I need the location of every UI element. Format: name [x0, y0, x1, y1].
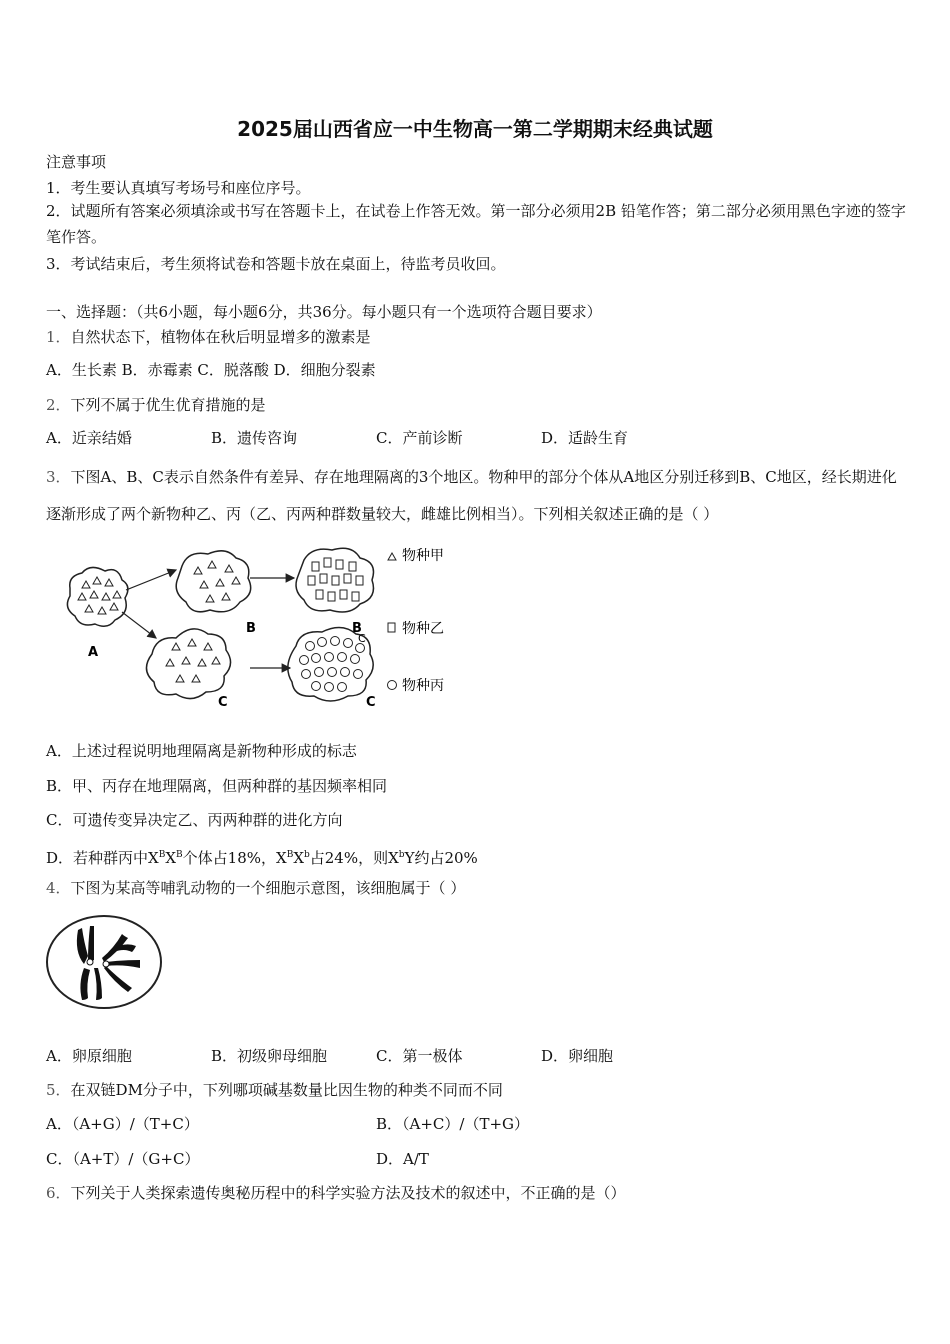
option-a: A．近亲结婚: [46, 429, 132, 447]
question-stem: 自然状态下，植物体在秋后明显增多的激素是: [70, 328, 371, 346]
question-5: [46, 1080, 503, 1100]
question-number: 3．: [46, 468, 71, 486]
option-c: C．（A+T）/（G+C）: [46, 1150, 200, 1168]
label-c2: C: [366, 695, 376, 710]
question-number: 6．: [46, 1184, 71, 1202]
region-b1-species: [194, 561, 240, 602]
question-5-options-row-1: [46, 1114, 706, 1134]
legend-square-icon: [388, 623, 395, 632]
question-3-option-d: D．若种群丙中$X^BX^B$个体占18%，$X^BX^b$占24%，则$X^bY$约占20%: [46, 849, 478, 867]
legend-triangle-icon: [388, 553, 396, 560]
question-stem: 下列关于人类探索遗传奥秘历程中的科学实验方法及技术的叙述中，不正确的是（）: [70, 1184, 626, 1202]
question-3-option-a: A．上述过程说明地理隔离是新物种形成的标志: [46, 742, 357, 760]
question-3-option-b: B．甲、丙存在地理隔离，但两种群的基因频率相同: [46, 777, 388, 795]
question-1-options: A．生长素 B．赤霉素 C．脱落酸 D．细胞分裂素: [46, 361, 376, 379]
question-stem: 下图为某高等哺乳动物的一个细胞示意图，该细胞属于（ ）: [70, 879, 466, 897]
question-number: 4．: [46, 879, 71, 897]
option-b: B．遗传咨询: [211, 429, 298, 447]
option-d: D．卵细胞: [541, 1047, 614, 1065]
notice-item-3: 3．考试结束后，考生须将试卷和答题卡放在桌面上，待监考员收回。: [46, 255, 506, 273]
label-b1: B: [246, 621, 256, 636]
arrow-a-b: [126, 570, 176, 590]
region-c1-species: [166, 639, 220, 682]
region-b1: [176, 551, 250, 612]
question-5-options-row-2: [46, 1149, 706, 1169]
question-4-options: [46, 1046, 746, 1066]
question-number: 5．: [46, 1081, 71, 1099]
legend-species-jia: 物种甲: [402, 548, 444, 564]
option-a: A．卵原细胞: [46, 1047, 132, 1065]
question-2: [46, 395, 266, 415]
option-d: D．适龄生育: [541, 429, 629, 447]
question-number: 1．: [46, 328, 71, 346]
question-3: [46, 459, 908, 533]
legend-circle-icon: [388, 681, 397, 690]
label-c3: C: [358, 632, 366, 645]
region-c2-species: [300, 637, 365, 692]
option-c: C．第一极体: [376, 1047, 463, 1065]
region-a-species: [78, 577, 121, 614]
notice-heading: 注意事项: [46, 153, 107, 171]
question-2-options: [46, 428, 746, 448]
option-a: A．（A+G）/（T+C）: [46, 1115, 199, 1133]
label-b2: B: [352, 621, 362, 636]
question-3-option-c: C．可遗传变异决定乙、丙两种群的进化方向: [46, 811, 343, 829]
legend-species-yi: 物种乙: [402, 621, 444, 637]
notice-item-1: 1．考生要认真填写考场号和座位序号。: [46, 179, 311, 197]
question-number: 2．: [46, 396, 71, 414]
arrow-a-c: [122, 612, 156, 638]
page-title: 2025届山西省应一中生物高一第二学期期末经典试题: [237, 117, 713, 141]
question-4: [46, 878, 465, 898]
section-heading: 一、选择题：（共6小题，每小题6分，共36分。每小题只有一个选项符合题目要求）: [46, 303, 602, 321]
question-stem: 下图A、B、C表示自然条件有差异、存在地理隔离的3个地区。物种甲的部分个体从A地区分别迁移到B、C地区，经长期进化逐渐形成了两个新物种乙、丙（乙、丙两种群数量较大，雌雄比例相当）。下列相关叙述正确的是（ ）: [46, 468, 897, 523]
option-b: B．初级卵母细胞: [211, 1047, 328, 1065]
label-a: A: [88, 645, 99, 660]
question-stem: 在双链DM分子中，下列哪项碱基数量比因生物的种类不同而不同: [70, 1081, 503, 1099]
legend-species-bing: 物种丙: [402, 678, 444, 694]
speciation-diagram: [60, 538, 460, 713]
notice-item-2: 2．试题所有答案必须填涂或书写在答题卡上，在试卷上作答无效。第一部分必须用2B 铅笔作答；第二部分必须用黑色字迹的签字笔作答。: [46, 202, 906, 246]
option-d: D．A/T: [376, 1150, 429, 1168]
question-6: [46, 1183, 626, 1203]
label-c1: C: [218, 695, 228, 710]
option-c: C．产前诊断: [376, 429, 463, 447]
region-b2-species: [308, 558, 363, 601]
question-stem: 下列不属于优生优育措施的是: [70, 396, 266, 414]
option-b: B．（A+C）/（T+G）: [376, 1115, 530, 1133]
question-1: [46, 327, 371, 347]
cell-diagram: [44, 912, 164, 1012]
